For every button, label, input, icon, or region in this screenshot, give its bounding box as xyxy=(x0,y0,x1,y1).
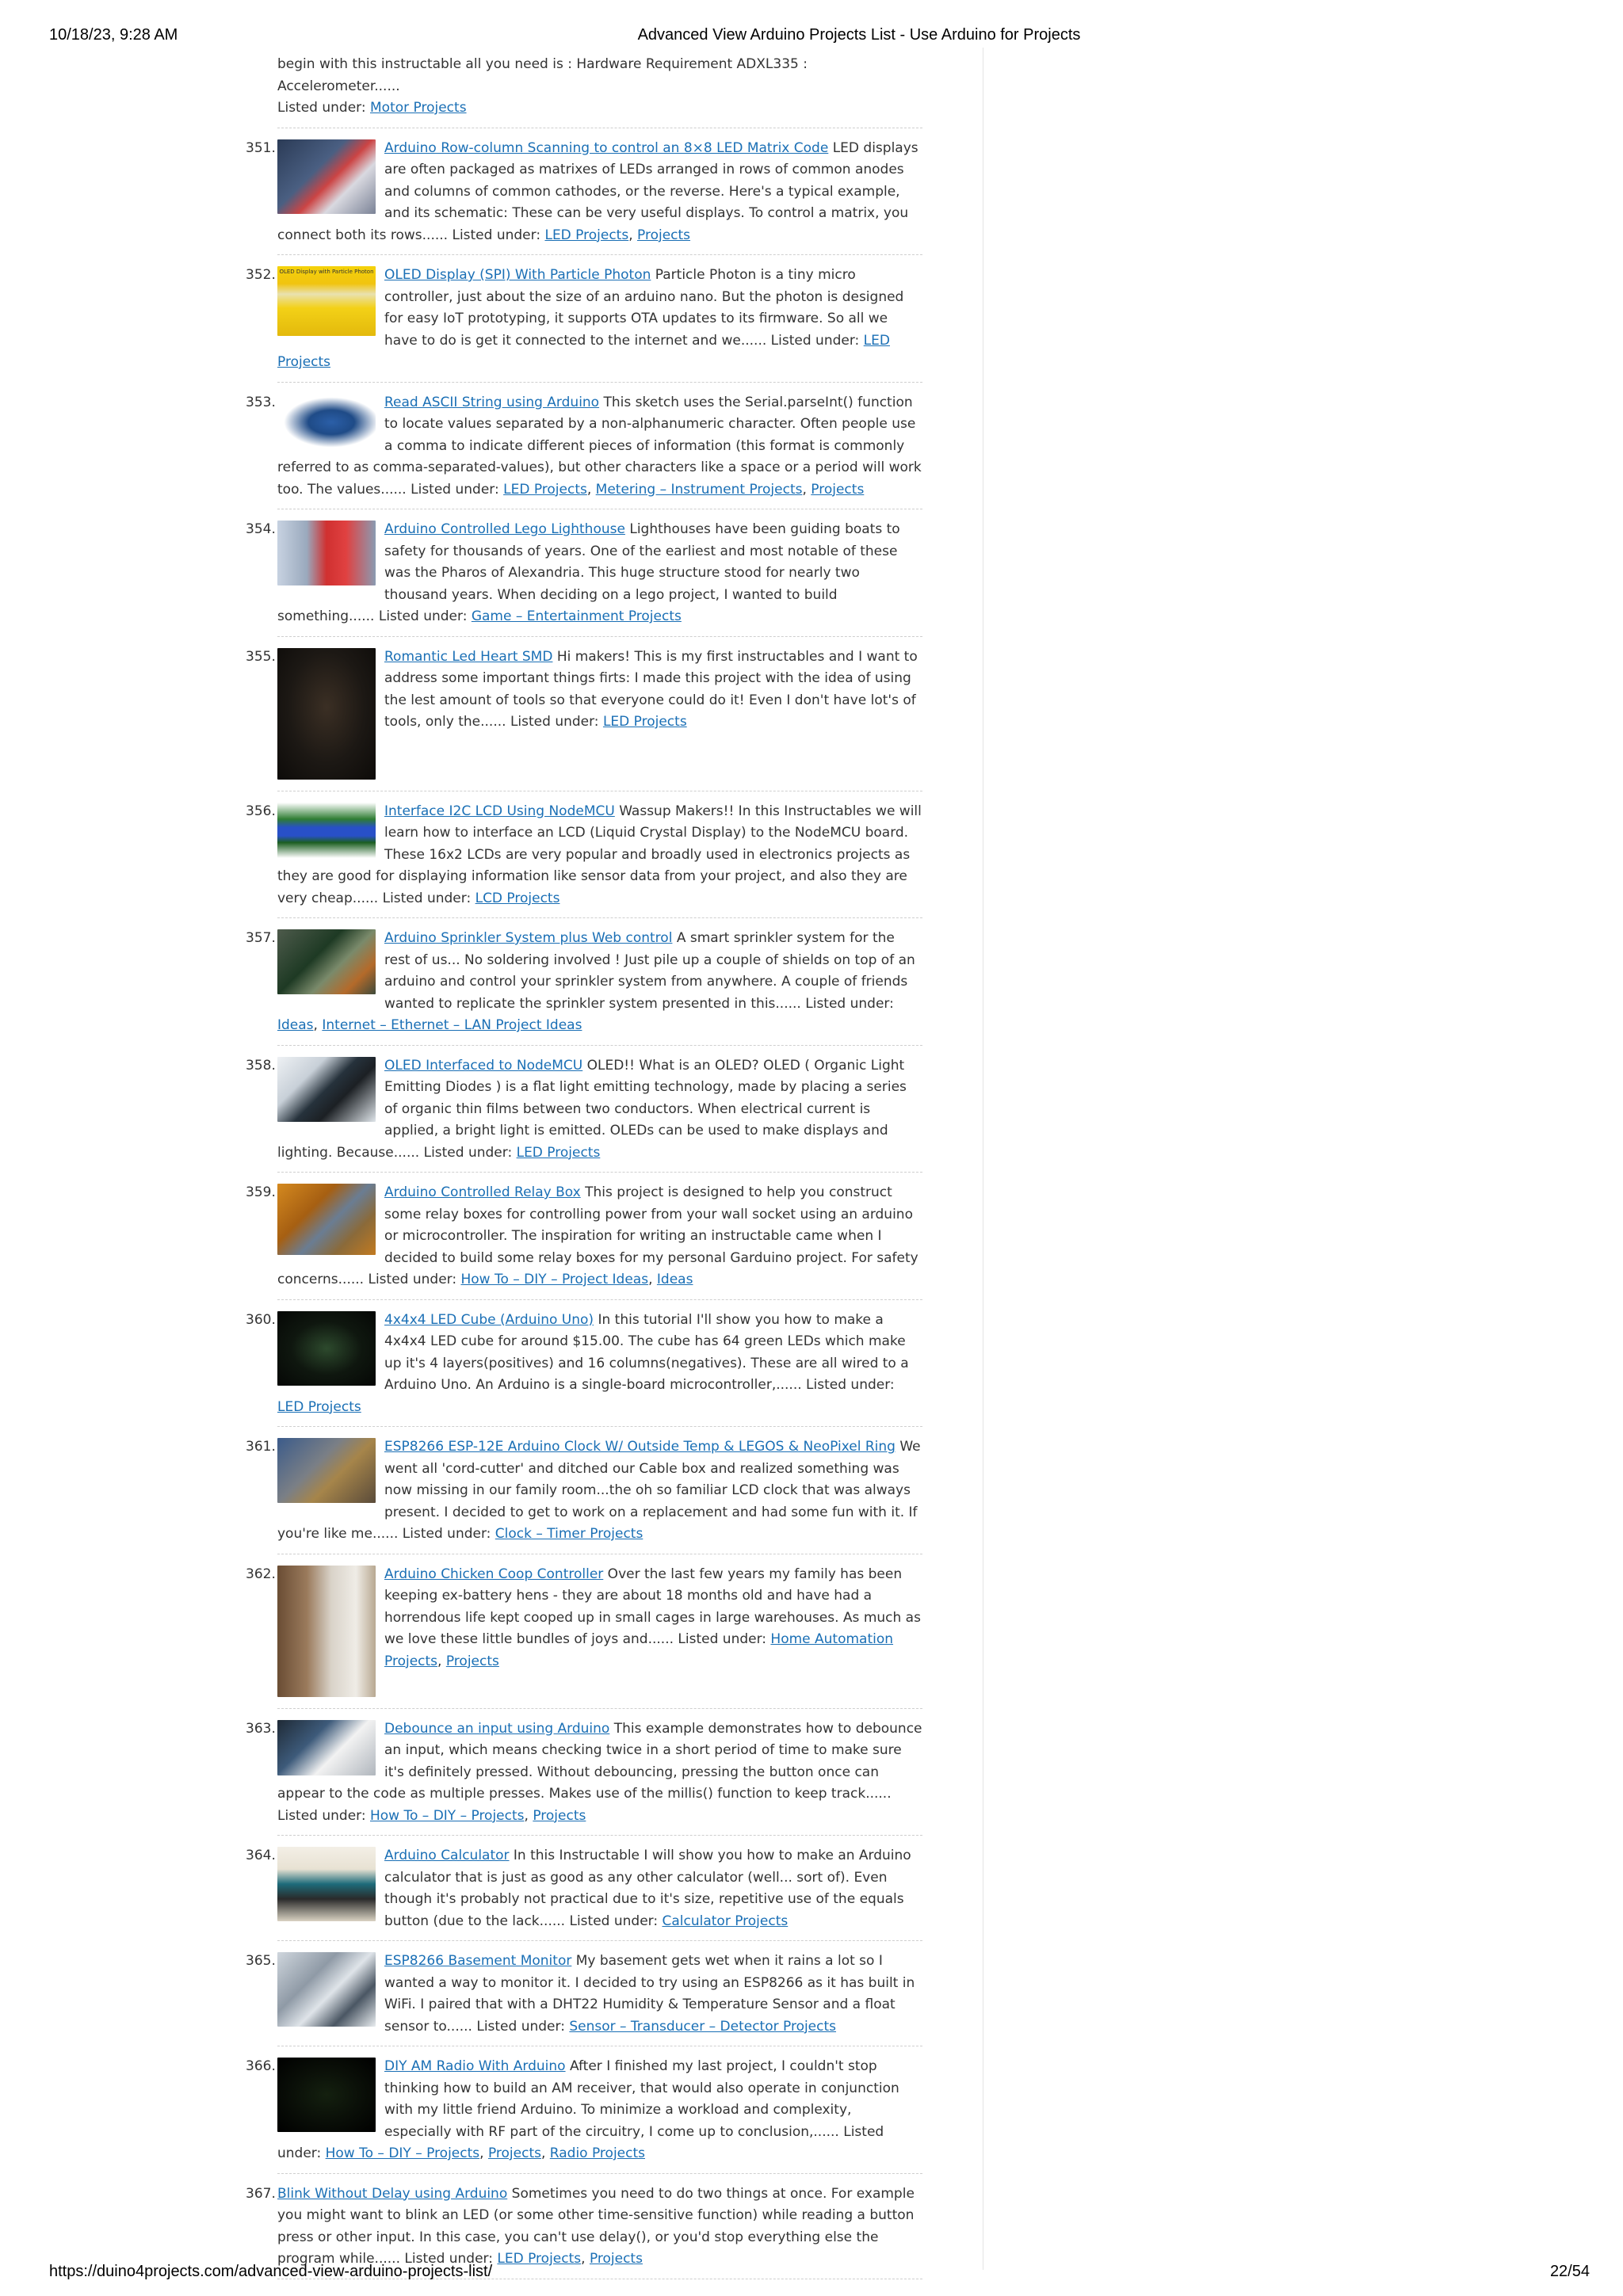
page-number: 22/54 xyxy=(1549,2263,1590,2280)
category-link[interactable]: Game – Entertainment Projects xyxy=(471,608,682,624)
category-link[interactable]: How To – DIY – Project Ideas xyxy=(460,1272,649,1287)
category-link[interactable]: Calculator Projects xyxy=(662,1913,789,1929)
category-link[interactable]: Internet – Ethernet – LAN Project Ideas xyxy=(322,1017,582,1033)
lcd-module-thumbnail[interactable] xyxy=(277,803,376,858)
sprinkler-shield-thumbnail[interactable] xyxy=(277,929,376,994)
led-cube-thumbnail[interactable] xyxy=(277,1311,376,1386)
listed-label: Listed under: xyxy=(800,995,894,1012)
list-item xyxy=(246,255,922,383)
item-number: 355. xyxy=(246,648,276,665)
category-separator: , xyxy=(581,2251,590,2267)
am-radio-pcb-thumbnail[interactable] xyxy=(277,2058,376,2132)
listed-label: Listed under: xyxy=(506,714,603,730)
category-link[interactable]: LED Projects xyxy=(516,1144,601,1161)
item-description: This sketch uses the Serial.parseInt() function to locate values separated by a non-alphanumeric character. Often people use a comma to indicate different pieces of information (this format is commonly referred to as comma-separated-values), but other characters like a space or a period will work too. The values...... xyxy=(277,394,922,498)
led-matrix-thumbnail[interactable] xyxy=(277,139,376,214)
category-link[interactable]: Projects xyxy=(487,2145,541,2161)
item-description: Particle Photon is a tiny micro controller, just about the size of an arduino nano. But the photon is designed for easy IoT prototyping, it supports OTA updates to its firmware. So all we have to do is get it connected to the internet and we...... xyxy=(384,267,904,349)
category-link[interactable]: Projects xyxy=(533,1807,586,1824)
category-separator: , xyxy=(628,227,638,243)
category-link[interactable]: Motor Projects xyxy=(370,100,467,116)
item-number: 361. xyxy=(246,1439,276,1455)
listed-label: Listed under: xyxy=(277,1807,370,1824)
project-title-link[interactable]: 4x4x4 LED Cube (Arduino Uno) xyxy=(384,1311,594,1328)
listed-label: Listed under: xyxy=(448,227,545,243)
category-link[interactable]: LED Projects xyxy=(277,1398,361,1415)
relay-box-thumbnail[interactable] xyxy=(277,1184,376,1255)
listed-label: Listed under: xyxy=(419,1144,517,1161)
category-link[interactable]: How To – DIY – Projects xyxy=(370,1807,525,1824)
category-link[interactable]: LED Projects xyxy=(602,714,687,730)
list-item xyxy=(246,1300,922,1428)
category-separator: , xyxy=(524,1807,533,1824)
item-number: 358. xyxy=(246,1057,276,1074)
item-description: This project is designed to help you construct some relay boxes for controlling power from your wall socket using an arduino or microcontroller. The inspiration for writing an instructable came when I decided to build some relay boxes for my personal Garduino project. For safety concerns...... xyxy=(277,1184,918,1287)
project-title-link[interactable]: Interface I2C LCD Using NodeMCU xyxy=(384,803,615,819)
project-title-link[interactable]: ESP8266 Basement Monitor xyxy=(384,1953,572,1969)
project-title-link[interactable]: Blink Without Delay using Arduino xyxy=(277,2185,508,2202)
category-separator: , xyxy=(479,2145,488,2161)
category-link[interactable]: Clock – Timer Projects xyxy=(495,1526,643,1542)
list-item xyxy=(246,1427,922,1554)
led-heart-pcb-thumbnail[interactable] xyxy=(277,648,376,780)
item-description: Wassup Makers!! In this Instructables we will learn how to interface an LCD (Liquid Crystal Display) to the NodeMCU board. These 16x2 LCDs are very popular and broadly used in electronics projects as they are good for displaying information like sensor data from your project, and also they are very cheap...... xyxy=(277,803,922,906)
print-datetime: 10/18/23, 9:28 AM xyxy=(49,26,178,44)
page-url: https://duino4projects.com/advanced-view-arduino-projects-list/ xyxy=(49,2263,493,2280)
category-link[interactable]: LED Projects xyxy=(277,332,890,370)
listed-label: Listed under: xyxy=(766,332,864,349)
project-title-link[interactable]: Arduino Row-column Scanning to control an 8×8 LED Matrix Code xyxy=(384,139,829,156)
listed-label: Listed under: xyxy=(406,481,504,498)
listed-label: Listed under: xyxy=(378,890,475,906)
category-link[interactable]: Projects xyxy=(811,481,865,498)
project-title-link[interactable]: Romantic Led Heart SMD xyxy=(384,648,553,665)
item-number: 363. xyxy=(246,1720,276,1737)
project-title-link[interactable]: Arduino Sprinkler System plus Web control xyxy=(384,930,673,946)
list-item xyxy=(246,1173,922,1300)
category-separator: , xyxy=(437,1653,446,1669)
project-title-link[interactable]: Read ASCII String using Arduino xyxy=(384,394,600,410)
project-title-link[interactable]: Debounce an input using Arduino xyxy=(384,1720,610,1737)
item-description: Over the last few years my family has been keeping ex-battery hens - they are about 18 months old and have had a horrendous life kept cooped up in small cages in large warehouses. As much as we love these little bundles of joys and...... xyxy=(384,1566,921,1647)
item-description: OLED!! What is an OLED? OLED ( Organic Light Emitting Diodes ) is a flat light emitting technology, made by placing a series of organic thin films between two conductors. When electrical current is applied, a bright light is emitted. OLEDs can be used to make displays and lighting. Because...... xyxy=(277,1057,907,1161)
item-number: 351. xyxy=(246,139,276,156)
item-number: 353. xyxy=(246,394,276,410)
listed-label: Listed under: xyxy=(398,1526,495,1542)
item-number: 359. xyxy=(246,1184,276,1200)
item-number: 352. xyxy=(246,267,276,283)
item-description: Hi makers! This is my first instructables and I want to address some important things firts: I made this project with the idea of using the lest amount of tools so that everyone could do it! Even I don't have lot's of tools, only the...... xyxy=(384,648,918,730)
item-number: 364. xyxy=(246,1848,276,1863)
lego-lighthouse-thumbnail[interactable] xyxy=(277,521,376,585)
category-link[interactable]: Ideas xyxy=(277,1017,314,1033)
project-title-link[interactable]: Arduino Controlled Relay Box xyxy=(384,1184,581,1200)
category-link[interactable]: Projects xyxy=(445,1653,499,1669)
category-link[interactable]: Projects xyxy=(637,227,691,243)
item-description: Sometimes you need to do two things at once. For example you might want to blink an LED (or some other time-sensitive function) while reading a button press or other input. In this case, you can't use delay(), or you'd stop everything else the program while...... xyxy=(277,2185,915,2267)
category-link[interactable]: Ideas xyxy=(656,1272,693,1287)
list-item xyxy=(246,1554,922,1709)
item-description: Lighthouses have been guiding boats to safety for thousands of years. One of the earliest and most notable of these was the Pharos of Alexandria. This huge structure stood for nearly two thousand years. When deciding on a lego project, I wanted to build something...... xyxy=(277,521,900,624)
category-link[interactable]: Home Automation Projects xyxy=(384,1631,894,1669)
category-link[interactable]: How To – DIY – Projects xyxy=(325,2145,480,2161)
category-link[interactable]: LCD Projects xyxy=(475,890,560,906)
arduino-board-thumbnail[interactable] xyxy=(277,394,376,451)
category-link[interactable]: Metering – Instrument Projects xyxy=(595,481,803,498)
list-item xyxy=(246,1709,922,1836)
category-separator: , xyxy=(586,481,596,498)
category-link[interactable]: Projects xyxy=(589,2251,643,2267)
basement-monitor-thumbnail[interactable] xyxy=(277,1952,376,2027)
breadboard-button-thumbnail[interactable] xyxy=(277,1720,376,1775)
list-item xyxy=(246,1836,922,1941)
item-description: LED displays are often packaged as matrixes of LEDs arranged in rows of common anodes and columns of common cathodes, or the reverse. Here's a typical example, and its schematic: These can be very useful displays. To control a matrix, you connect both its rows...... xyxy=(277,139,918,243)
category-link[interactable]: Sensor – Transducer – Detector Projects xyxy=(569,2018,837,2035)
category-link[interactable]: LED Projects xyxy=(544,227,629,243)
category-separator: , xyxy=(313,1017,323,1033)
listed-label: Listed under: xyxy=(364,1272,461,1287)
chicken-coop-thumbnail[interactable] xyxy=(277,1566,376,1697)
item-description: In this tutorial I'll show you how to make a 4x4x4 LED cube for around $15.00. The cube has 64 green LEDs which make up it's 4 layers(positives) and 16 columns(negatives). These are all wired to a Arduino Uno. An Arduino is a single-board microcontroller,...... xyxy=(384,1311,909,1393)
listed-label: Listed under: xyxy=(565,1913,663,1929)
list-item xyxy=(246,637,922,791)
project-title-link[interactable]: Arduino Controlled Lego Lighthouse xyxy=(384,521,625,537)
listed-label: Listed under: xyxy=(399,2251,498,2267)
project-title-link[interactable]: Arduino Calculator xyxy=(384,1848,510,1863)
item-description: In this Instructable I will show you how to make an Arduino calculator that is just as good as any other calculator (well... sort of). Even though it's probably not practical due to it's size, repetitive use of the equals button (due to the lack...... xyxy=(384,1848,911,1929)
project-title-link[interactable]: ESP8266 ESP-12E Arduino Clock W/ Outside Temp & LEGOS & NeoPixel Ring xyxy=(384,1439,896,1455)
project-title-link[interactable]: DIY AM Radio With Arduino xyxy=(384,2058,566,2074)
list-item-continued xyxy=(277,54,922,128)
list-item xyxy=(246,509,922,637)
listed-label: Listed under: xyxy=(277,2123,884,2161)
project-title-link[interactable]: OLED Interfaced to NodeMCU xyxy=(384,1057,583,1074)
category-separator: , xyxy=(648,1272,657,1287)
category-link[interactable]: LED Projects xyxy=(503,481,587,498)
item-description: My basement gets wet when it rains a lot so I wanted a way to monitor it. I decided to try using an ESP8266 as it has built in WiFi. I paired that with a DHT22 Humidity & Temperature Sensor and a float sensor to...... xyxy=(384,1953,915,2035)
item-description: This example demonstrates how to debounce an input, which means checking twice in a short period of time to make sure it's definitely pressed. Without debouncing, pressing the button once can appear to the code as multiple presses. Makes use of the millis() function to keep track...... xyxy=(277,1720,922,1802)
list-item xyxy=(246,918,922,1046)
list-item xyxy=(246,2046,922,2174)
item-description: We went all 'cord-cutter' and ditched our Cable box and realized something was now missing in our family room...the oh so familiar LCD clock that was always present. I decided to get to work on a replacement and had some fun with it. If you're like me...... xyxy=(277,1439,921,1542)
document-title: Advanced View Arduino Projects List - Use Arduino for Projects xyxy=(637,26,1081,44)
item-description: After I finished my last project, I couldn't stop thinking how to build an AM receiver, that would also operate in conjunction with my little friend Arduino. To minimize a workload and complexity, especially with RF part of the circuitry, I come up to conclusion,...... xyxy=(384,2058,899,2140)
oled-nodemcu-thumbnail[interactable] xyxy=(277,1057,376,1122)
item-number: 367. xyxy=(246,2185,276,2202)
project-title-link[interactable]: OLED Display (SPI) With Particle Photon xyxy=(384,267,651,283)
item-number: 357. xyxy=(246,930,276,946)
item-number: 356. xyxy=(246,803,276,819)
item-description: A smart sprinkler system for the rest of us... No soldering involved ! Just pile up a couple of shields on top of an arduino and control your sprinkler system from anywhere. A couple of friends wanted to replicate the sprinkler system presented in this...... xyxy=(384,930,915,1012)
oled-photon-thumbnail[interactable] xyxy=(277,266,376,336)
item-number: 366. xyxy=(246,2058,276,2074)
list-item xyxy=(246,1046,922,1173)
listed-label: Listed under: xyxy=(674,1631,771,1647)
list-item xyxy=(246,128,922,256)
category-link[interactable]: LED Projects xyxy=(497,2251,582,2267)
item-number: 365. xyxy=(246,1953,276,1969)
listed-label: Listed under: xyxy=(374,608,472,624)
project-title-link[interactable]: Arduino Chicken Coop Controller xyxy=(384,1566,604,1582)
category-link[interactable]: Radio Projects xyxy=(549,2145,645,2161)
list-item xyxy=(246,791,922,919)
item-number: 354. xyxy=(246,521,276,537)
item-number: 362. xyxy=(246,1566,276,1582)
category-separator: , xyxy=(802,481,812,498)
listed-label: Listed under: xyxy=(801,1377,895,1393)
listed-label: Listed under: xyxy=(472,2018,570,2035)
list-item xyxy=(246,1941,922,2046)
listed-label: Listed under: xyxy=(277,100,370,116)
thumbnail-caption: OLED Display with Particle Photon xyxy=(279,269,374,275)
category-separator: , xyxy=(540,2145,550,2161)
list-item xyxy=(246,383,922,510)
item-number: 360. xyxy=(246,1311,276,1328)
lego-clock-thumbnail[interactable] xyxy=(277,1438,376,1503)
item-description: begin with this instructable all you need is : Hardware Requirement ADXL335 : Accelerometer...... xyxy=(277,56,808,94)
calculator-thumbnail[interactable] xyxy=(277,1847,376,1921)
